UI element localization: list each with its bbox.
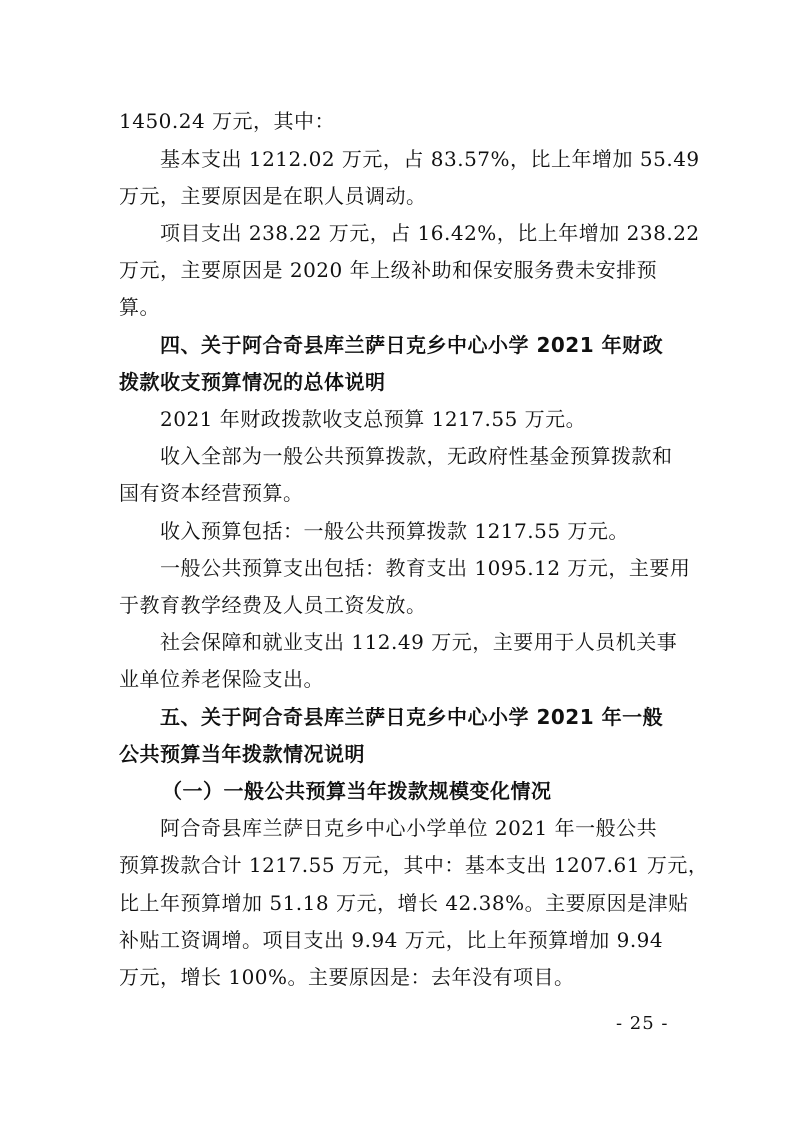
paragraph-line: 2021 年财政拨款收支总预算 1217.55 万元。 xyxy=(160,407,587,431)
paragraph-line: 于教育教学经费及人员工资发放。 xyxy=(119,593,427,617)
paragraph-line: 万元，主要原因是在职人员调动。 xyxy=(119,184,427,208)
section-heading: 公共预算当年拨款情况说明 xyxy=(119,742,365,766)
paragraph-line: 补贴工资调增。项目支出 9.94 万元，比上年预算增加 9.94 xyxy=(119,928,664,952)
paragraph-line: 项目支出 238.22 万元，占 16.42%，比上年增加 238.22 xyxy=(160,221,700,245)
paragraph-line: 比上年预算增加 51.18 万元，增长 42.38%。主要原因是津贴 xyxy=(119,891,689,915)
paragraph-line: 预算拨款合计 1217.55 万元，其中：基本支出 1207.61 万元， xyxy=(119,853,709,877)
paragraph-line: 一般公共预算支出包括：教育支出 1095.12 万元，主要用 xyxy=(160,556,691,580)
page-number: - 25 - xyxy=(616,1013,669,1034)
paragraph-line: 算。 xyxy=(119,295,160,319)
paragraph-line: 1450.24 万元，其中： xyxy=(119,109,336,133)
paragraph-line: 万元，主要原因是 2020 年上级补助和保安服务费未安排预 xyxy=(119,258,658,282)
paragraph-line: 收入预算包括：一般公共预算拨款 1217.55 万元。 xyxy=(160,519,629,543)
paragraph-line: 国有资本经营预算。 xyxy=(119,481,304,505)
paragraph-line: 阿合奇县库兰萨日克乡中心小学单位 2021 年一般公共 xyxy=(160,816,658,840)
paragraph-line: 收入全部为一般公共预算拨款，无政府性基金预算拨款和 xyxy=(160,444,673,468)
paragraph-line: 业单位养老保险支出。 xyxy=(119,667,324,691)
paragraph-line: 社会保障和就业支出 112.49 万元，主要用于人员机关事 xyxy=(160,630,678,654)
section-heading: 四、关于阿合奇县库兰萨日克乡中心小学 2021 年财政 xyxy=(160,333,664,357)
section-heading: 五、关于阿合奇县库兰萨日克乡中心小学 2021 年一般 xyxy=(160,705,664,729)
subsection-heading: （一）一般公共预算当年拨款规模变化情况 xyxy=(162,779,552,803)
section-heading: 拨款收支预算情况的总体说明 xyxy=(119,370,386,394)
paragraph-line: 基本支出 1212.02 万元，占 83.57%，比上年增加 55.49 xyxy=(160,147,700,171)
paragraph-line: 万元，增长 100%。主要原因是：去年没有项目。 xyxy=(119,965,575,989)
